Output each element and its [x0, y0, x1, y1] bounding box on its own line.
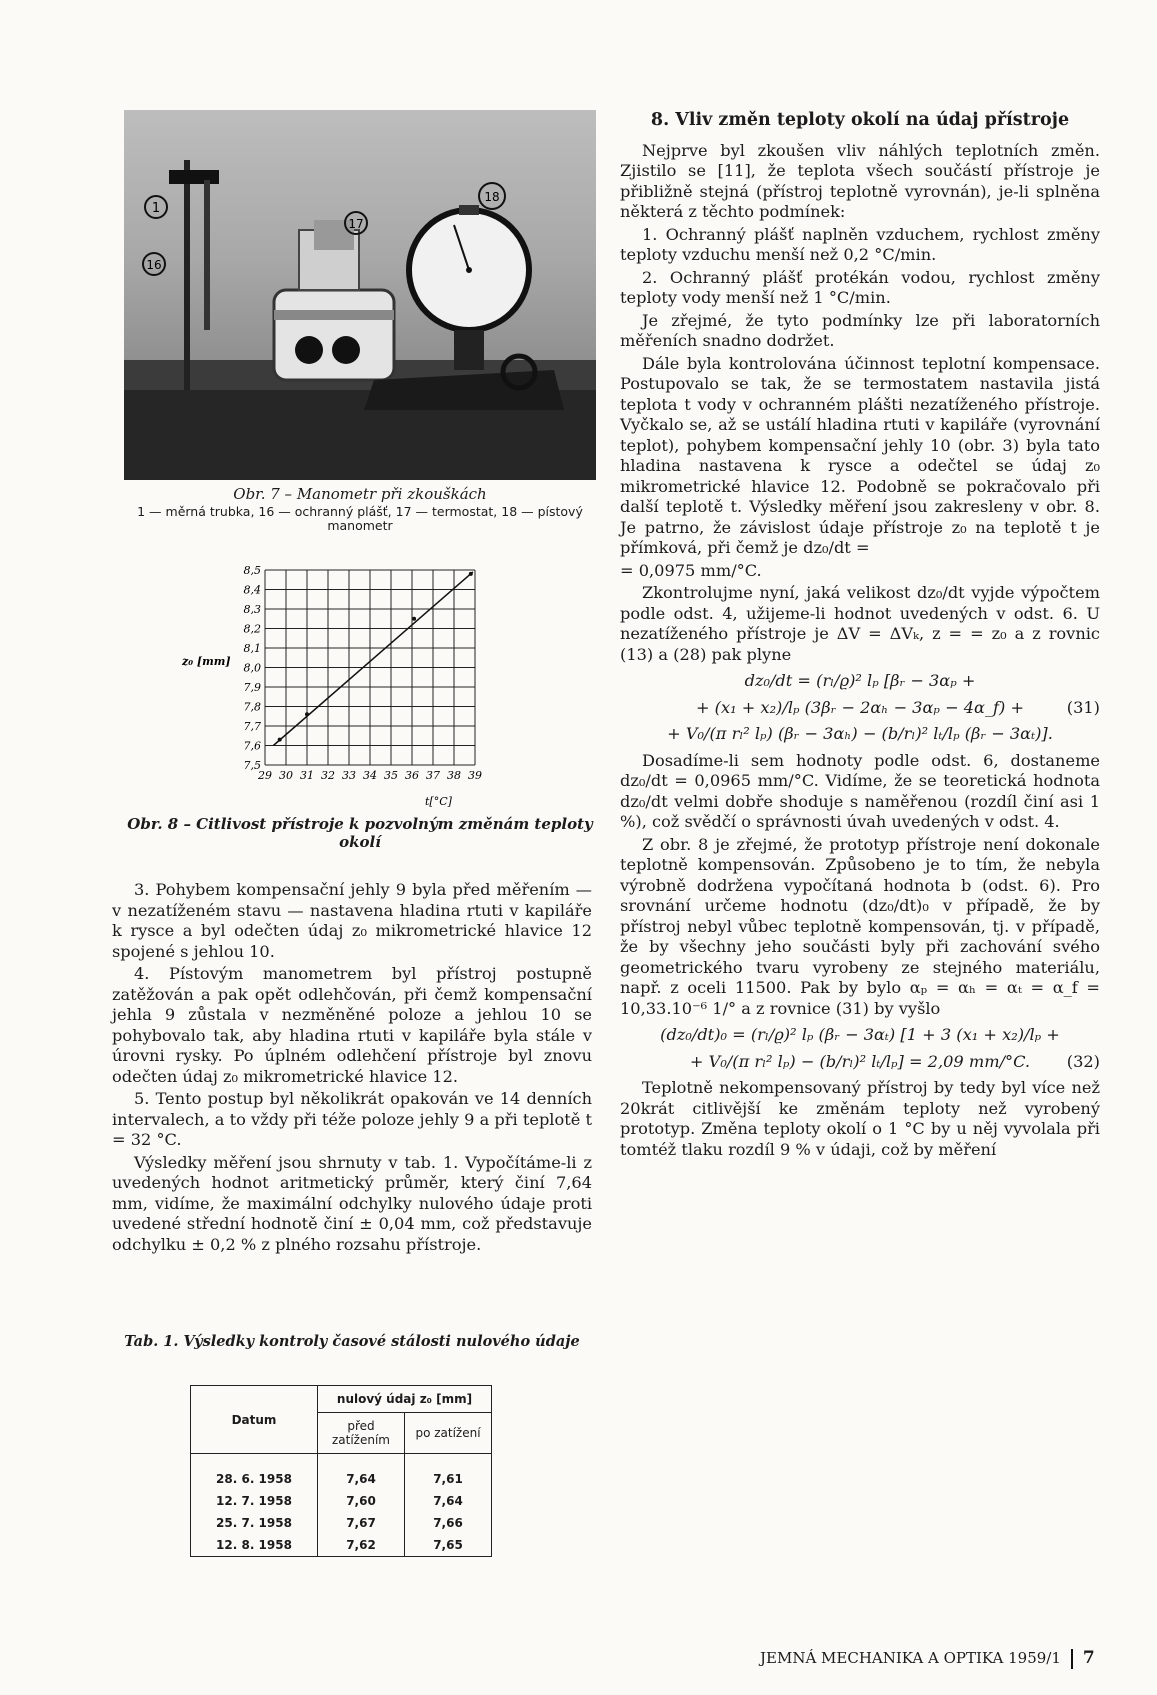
x-tick-label: 39 [468, 769, 482, 782]
photo-label-1: 1 [151, 201, 161, 216]
section-heading: 8. Vliv změn teploty okolí na údaj přístroje [650, 110, 1070, 130]
x-tick-label: 32 [321, 769, 335, 782]
chart-y-ticks [244, 564, 262, 772]
equation-31-line2 [620, 698, 1100, 719]
paragraph: Výsledky měření jsou shrnuty v tab. 1. Vypočítáme-li z uvedených hodnot aritmetický průměr, který činí 7,64 mm, vidíme, že maximální odchylky nulového údaje proti uvedené střední hodnotě činí ± 0,04 mm, což představuje odchylku ± 0,2 % z plného rozsahu přístroje. [112, 1152, 592, 1254]
figure7-caption-legend: 1 — měrná trubka, 16 — ochranný plášť, 17 — termostat, 18 — pístový manometr [137, 504, 583, 533]
chart-xlabel: t[°C] [425, 795, 452, 808]
equation-31-line1: dz₀/dt = (rₗ/ϱ)² lₚ [βᵣ − 3αₚ + [744, 671, 976, 690]
x-tick-label: 30 [279, 769, 293, 782]
manometer-photo [124, 110, 596, 480]
y-tick-label: 7,6 [243, 739, 261, 753]
paragraph: 2. Ochranný plášť protékán vodou, rychlost změny teploty vody menší než 1 °C/min. [620, 267, 1100, 307]
x-tick-label: 38 [447, 769, 461, 782]
photo-drawing [124, 110, 596, 480]
paragraph: 1. Ochranný plášť naplněn vzduchem, rychlost změny teploty vzduchu menší než 0,2 °C/min. [620, 224, 1100, 264]
trend-line [273, 572, 473, 746]
chart-x-ticks [257, 769, 482, 782]
journal-name: JEMNÁ MECHANIKA A OPTIKA 1959/1 [760, 1649, 1061, 1667]
paragraph: 5. Tento postup byl několikrát opakován ve 14 denních intervalech, a to vždy při téže poloze jehly 9 a při teplotě t = 32 °C. [112, 1089, 592, 1149]
table-row [191, 1490, 492, 1512]
y-tick-label: 7,7 [243, 720, 261, 733]
x-tick-label: 29 [258, 769, 272, 782]
paragraph: Nejprve byl zkoušen vliv náhlých teplotních změn. Zjistilo se [11], že teplota všech součástí přístroje je přibližně stejná (přístroj teplotně vyrovnán), je-li splněna některá z těchto podmínek: [620, 140, 1100, 221]
paragraph: Teplotně nekompensovaný přístroj by tedy byl více než 20krát citlivější ke změnám teploty než vyrobený prototyp. Změna teploty okolí o 1 °C by u něj vyvolala při tomtéž tlaku rozdíl 9 % v údaji, což by měření [620, 1078, 1100, 1159]
figure8-caption: Obr. 8 – Citlivost přístroje k pozvolným změnám teploty okolí [127, 815, 593, 851]
equation-31-line2-text: + (x₁ + x₂)/lₚ (3βᵣ − 2αₕ − 3αₚ − 4α_f) + [695, 697, 1025, 717]
y-tick-label: 8,4 [243, 583, 261, 597]
table-cell: 7,62 [318, 1534, 405, 1557]
y-tick-label: 8,3 [243, 603, 261, 616]
table-cell: 7,66 [405, 1512, 492, 1534]
paragraph: 3. Pohybem kompensační jehly 9 byla před měřením — v nezatíženém stavu — nastavena hladina rtuti v kapiláře k rysce a byl odečten údaj z₀ mikrometrické hlavice 12 spojené s jehlou 10. [112, 880, 592, 961]
table-cell: 7,65 [405, 1534, 492, 1557]
equation-31-line3: + V₀/(π rₗ² lₚ) (βᵣ − 3αₕ) − (b/rₗ)² lₜ/lₚ (βᵣ − 3αₜ)]. [667, 724, 1053, 743]
x-tick-label: 33 [342, 769, 356, 782]
photo-label-17: 17 [348, 217, 364, 231]
table-cell: 7,64 [318, 1468, 405, 1490]
paragraph: Dále byla kontrolována účinnost teplotní kompensace. Postupovalo se tak, že se termostatem nastavila jistá teplota t vody v ochranném plášti nezatíženého přístroje. Vyčkalo se, až se ustálí hladina rtuti v kapiláře (vyrovnání teplot), pohybem kompensační jehly 10 (obr. 3) byla tato hladina nastavena k rysce a odečtel se údaj z₀ mikrometrické hlavice 12. Podobně se pokračovalo při další teplotě t. Výsledky měření jsou zakresleny v obr. 8. Je patrno, že závislost údaje přístroje z₀ na teplotě t je přímková, při čemž je dz₀/dt = [620, 353, 1100, 557]
equation-number-32: (32) [1066, 1051, 1100, 1071]
y-tick-label: 8,5 [243, 564, 261, 577]
x-tick-label: 37 [426, 769, 440, 782]
data-point [412, 617, 416, 621]
table-row [191, 1468, 492, 1490]
figure8-chart [170, 560, 500, 810]
y-tick-label: 8,1 [243, 642, 261, 655]
table-cell: 12. 8. 1958 [191, 1534, 318, 1557]
page-number: 7 [1082, 1648, 1095, 1668]
table-header-group: nulový údaj z₀ [mm] [318, 1386, 492, 1413]
x-tick-label: 34 [363, 769, 377, 782]
paragraph: Z obr. 8 je zřejmé, že prototyp přístroje není dokonale teplotně kompensován. Způsobeno je to tím, že nebyla výrobně dodržena vypočítaná hodnota b (odst. 6). Pro srovnání určeme hodnotu (dz₀/dt)₀ v případě, že by přístroj nebyl vůbec teplotně kompensován, tj. v případě, že by všechny jeho součásti byly při zachování svého geometrického tvaru vyrobeny ze stejného materiálu, např. z oceli 11500. Pak by bylo αₚ = αₕ = αₜ = α_f = 10,33.10⁻⁶ 1/° a z rovnice (31) by vyšlo [620, 834, 1100, 1018]
table-header-before: před zatížením [318, 1413, 405, 1454]
table1 [190, 1385, 492, 1557]
table-row [191, 1512, 492, 1534]
figure7-caption-title: Obr. 7 – Manometr při zkouškách [233, 485, 487, 503]
left-column-text [112, 880, 592, 1257]
equation-number-31: (31) [1066, 697, 1100, 717]
table1-title: Tab. 1. Výsledky kontroly časové stálosti nulového údaje [124, 1333, 580, 1350]
table-header-after: po zatížení [405, 1413, 492, 1454]
x-tick-label: 36 [405, 769, 419, 782]
table-cell: 12. 7. 1958 [191, 1490, 318, 1512]
x-tick-label: 35 [384, 769, 398, 782]
y-tick-label: 8,2 [243, 622, 261, 636]
paragraph: Zkontrolujme nyní, jaká velikost dz₀/dt vyjde výpočtem podle odst. 4, užijeme-li hodnot uvedených v odst. 6. U nezatíženého přístroje je ΔV = ΔVₖ, z = = z₀ a z rovnic (13) a (28) pak plyne [620, 583, 1100, 664]
footer-divider [1071, 1649, 1073, 1669]
table-cell: 7,64 [405, 1490, 492, 1512]
y-tick-label: 7,5 [243, 759, 261, 772]
table-cell: 7,60 [318, 1490, 405, 1512]
y-tick-label: 7,8 [243, 700, 261, 714]
equation-32-line2-text: + V₀/(π rₗ² lₚ) − (b/rₗ)² lₜ/lₚ] = 2,09 mm/°C. [689, 1051, 1031, 1071]
paragraph: Je zřejmé, že tyto podmínky lze při laboratorních měřeních snadno dodržet. [620, 310, 1100, 350]
y-tick-label: 7,9 [243, 681, 261, 694]
data-point [278, 738, 282, 742]
photo-label-16: 16 [146, 258, 162, 272]
y-tick-label: 8,0 [243, 661, 261, 675]
paragraph: Dosadíme-li sem hodnoty podle odst. 6, dostaneme dz₀/dt = 0,0965 mm/°C. Vidíme, že se teoretická hodnota dz₀/dt velmi dobře shoduje s naměřenou (rozdíl činí asi 1 %), což svědčí o správnosti úvah uvedených v odst. 4. [620, 750, 1100, 831]
paragraph: = 0,0975 mm/°C. [620, 560, 762, 580]
table-header-date: Datum [191, 1386, 318, 1454]
table-cell: 7,67 [318, 1512, 405, 1534]
table-cell: 25. 7. 1958 [191, 1512, 318, 1534]
paragraph: 4. Pístovým manometrem byl přístroj postupně zatěžován a pak opět odlehčován, při čemž kompensační jehla 9 zůstala v nezměněné poloze a jehlou 10 se pohybovalo tak, aby hladina rtuti v kapiláře byla stále v úrovni rysky. Po úplném odlehčení přístroje byl znovu odečten údaj z₀ mikrometrické hlavice 12. [112, 964, 592, 1086]
photo-label-18: 18 [484, 190, 500, 204]
chart-marks [273, 572, 473, 746]
table-cell: 28. 6. 1958 [191, 1468, 318, 1490]
data-point [469, 572, 473, 576]
right-column-text [620, 110, 1100, 1162]
chart-grid [265, 570, 475, 765]
table-cell: 7,61 [405, 1468, 492, 1490]
data-point [305, 712, 309, 716]
chart-ylabel: z₀ [mm] [182, 655, 231, 668]
page-footer [760, 1648, 1095, 1669]
table-row [191, 1534, 492, 1557]
equation-32-line1: (dz₀/dt)₀ = (rₗ/ϱ)² lₚ (βᵣ − 3αₜ) [1 + 3 (x₁ + x₂)/lₚ + [660, 1025, 1060, 1044]
equation-32-line2 [620, 1052, 1100, 1073]
x-tick-label: 31 [300, 769, 314, 782]
